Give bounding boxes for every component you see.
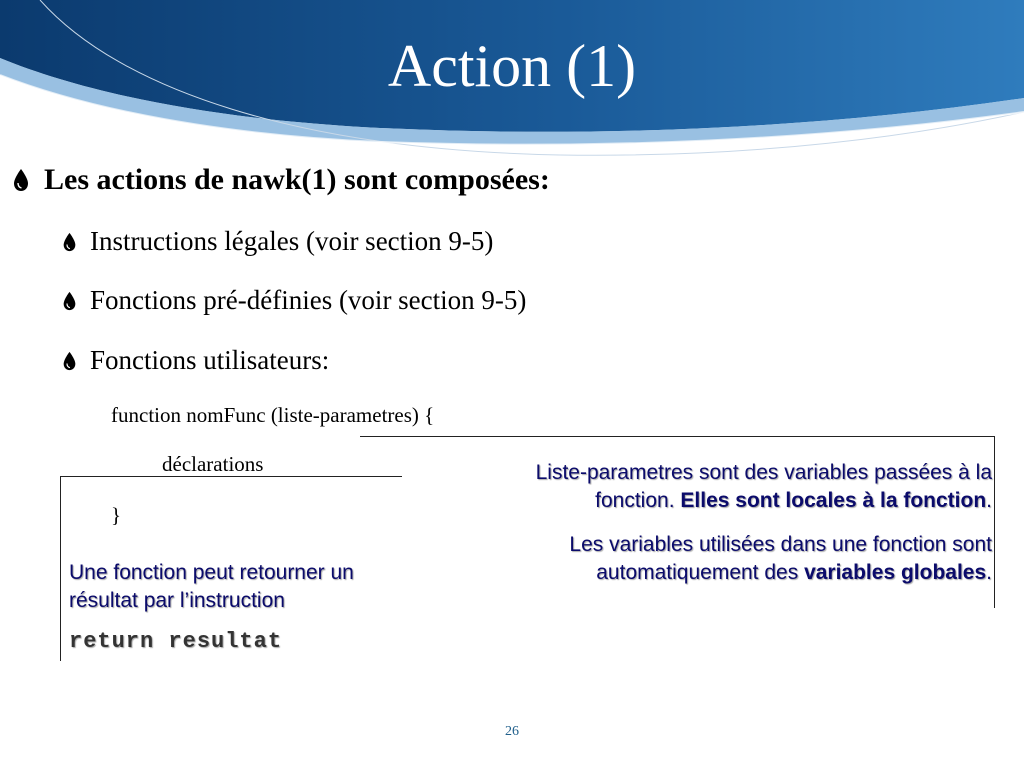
main-bullet [12, 163, 550, 197]
callout-parameters-bold: Elles sont locales à la fonction [680, 489, 987, 512]
callout-parameters-regular: Liste-parametres sont des variables passées à la fonction. [535, 461, 992, 512]
code-line-declarations: déclarations [162, 452, 264, 476]
callout-parameters-paragraph [452, 459, 992, 515]
callout-globals-bold: variables globales [804, 561, 987, 584]
sub-bullet-2 [62, 285, 526, 316]
callout-globals-end: . [986, 561, 992, 584]
sub-bullet-text: Fonctions utilisateurs: [90, 345, 330, 375]
sub-bullet-text: Fonctions pré-définies (voir section 9-5) [90, 285, 527, 315]
callout-return-note [60, 476, 402, 661]
callout-return-text: Une fonction peut retourner un résultat par l’instruction [69, 561, 354, 612]
main-bullet-text: Les actions de nawk(1) sont composées: [44, 163, 550, 196]
sub-bullet-text: Instructions légales (voir section 9-5) [90, 226, 494, 256]
water-drop-icon [62, 351, 77, 371]
callout-globals-regular: Les variables utilisées dans une fonction sont automatiquement des [569, 533, 992, 584]
code-line-close-brace: } [111, 503, 122, 527]
callout-globals-paragraph [432, 531, 992, 587]
callout-parameters-end: . [986, 489, 992, 512]
water-drop-icon [12, 168, 30, 192]
water-drop-icon [62, 291, 77, 311]
code-line-function: function nomFunc (liste-parametres) { [111, 403, 435, 427]
water-drop-icon [62, 232, 77, 252]
slide-title: Action (1) [387, 33, 637, 99]
callout-return-code: return resultat [69, 629, 283, 654]
sub-bullet-3 [62, 345, 329, 376]
callout-parameters-note [360, 436, 995, 608]
sub-bullet-1 [62, 226, 493, 257]
page-number: 26 [505, 724, 519, 739]
